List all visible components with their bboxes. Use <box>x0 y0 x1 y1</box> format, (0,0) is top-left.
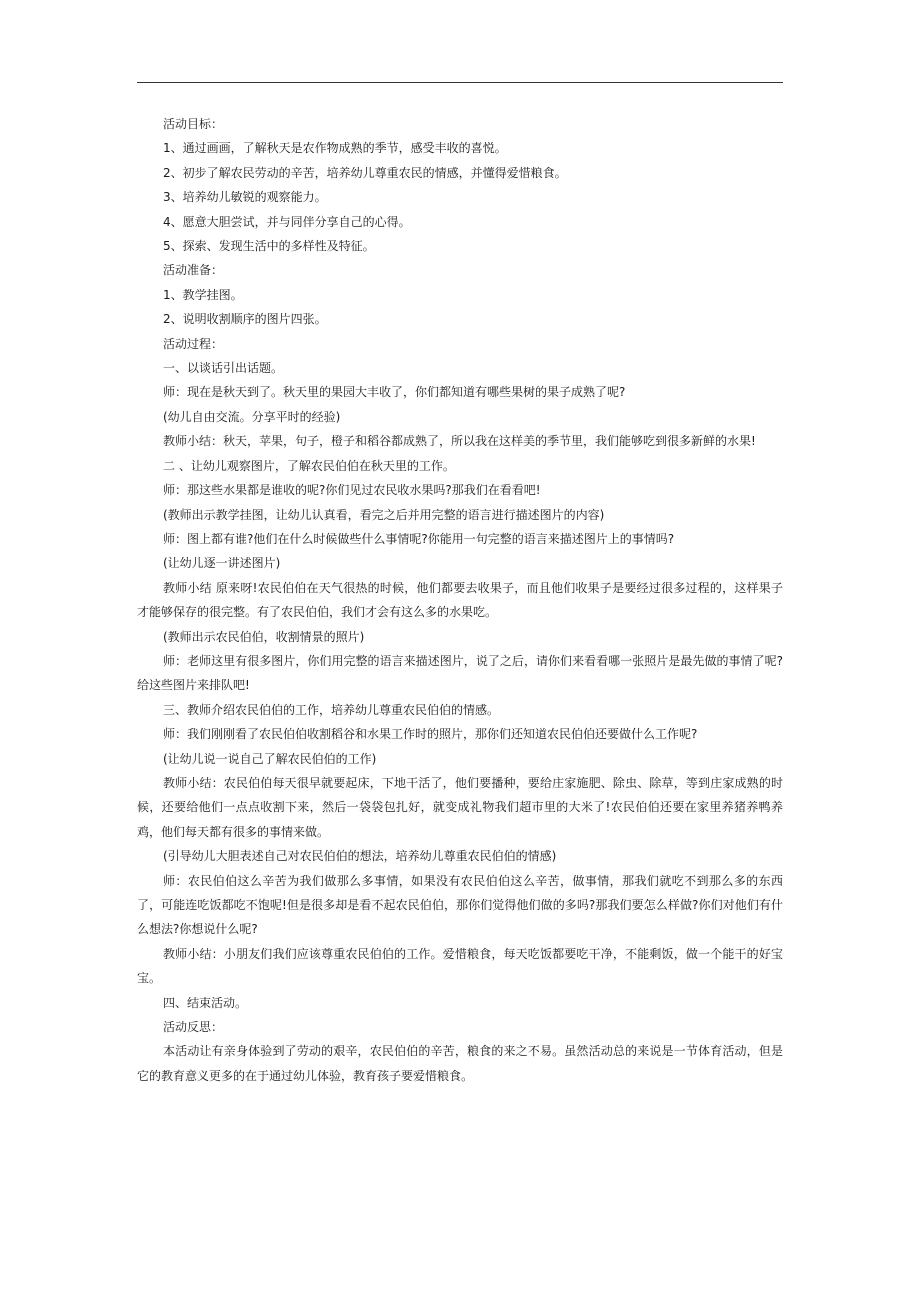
header-rule <box>137 82 783 83</box>
process-line: (幼儿自由交流。分享平时的经验) <box>163 409 341 424</box>
process-line: (教师出示教学挂图，让幼儿认真看，看完之后并用完整的语言进行描述图片的内容) <box>163 507 605 522</box>
heading-reflection: 活动反思： <box>163 1020 224 1035</box>
goal-item: 2、初步了解农民劳动的辛苦，培养幼儿尊重农民的情感，并懂得爱惜粮食。 <box>163 165 567 180</box>
preparation-item: 1、教学挂图。 <box>163 287 243 302</box>
goal-item: 1、通过画画，了解秋天是农作物成熟的季节，感受丰收的喜悦。 <box>163 141 507 156</box>
process-step-heading: 三、教师介绍农民伯伯的工作，培养幼儿尊重农民伯伯的情感。 <box>163 702 500 717</box>
preparation-item: 2、说明收割顺序的图片四张。 <box>163 312 327 327</box>
process-line: 教师小结：秋天，苹果，句子，橙子和稻谷都成熟了，所以我在这样美的季节里，我们能够吃到很多新鲜的水果! <box>163 434 756 449</box>
process-line: (让幼儿逐一讲述图片) <box>163 556 281 571</box>
process-line: (教师出示农民伯伯，收割情景的照片) <box>163 629 365 644</box>
process-step-heading: 二 、让幼儿观察图片，了解农民伯伯在秋天里的工作。 <box>163 458 455 473</box>
teacher-summary-paragraph: 教师小结：小朋友们我们应该尊重农民伯伯的工作。爱惜粮食，每天吃饭都要吃干净，不能剩饭，做一个能干的好宝宝。 <box>137 946 783 986</box>
process-line: (引导幼儿大胆表述自己对农民伯伯的想法，培养幼儿尊重农民伯伯的情感) <box>163 849 557 864</box>
process-line: 师：我们刚刚看了农民伯伯收割稻谷和水果工作时的照片，那你们还知道农民伯伯还要做什么工作呢? <box>163 727 698 742</box>
process-line: (让幼儿说一说自己了解农民伯伯的工作) <box>163 751 377 766</box>
process-step-heading: 四、结束活动。 <box>163 995 248 1010</box>
heading-preparation: 活动准备： <box>163 263 224 278</box>
document-body <box>137 112 783 1088</box>
heading-goals: 活动目标： <box>163 117 224 131</box>
process-line: 师：那这些水果都是谁收的呢?你们见过农民收水果吗?那我们在看看吧! <box>163 483 541 498</box>
process-line: 师：现在是秋天到了。秋天里的果园大丰收了，你们都知道有哪些果树的果子成熟了呢? <box>163 385 626 400</box>
goal-item: 5、探索、发现生活中的多样性及特征。 <box>163 239 375 254</box>
teacher-summary-paragraph: 教师小结 原来呀!农民伯伯在天气很热的时候，他们都要去收果子，而且他们收果子是要经过很多过程的，这样果子才能够保存的很完整。有了农民伯伯，我们才会有这么多的水果吃。 <box>137 580 783 620</box>
goal-item: 4、愿意大胆尝试，并与同伴分享自己的心得。 <box>163 214 411 229</box>
reflection-paragraph: 本活动让有亲身体验到了劳动的艰辛，农民伯伯的辛苦，粮食的来之不易。虽然活动总的来说是一节体育活动，但是它的教育意义更多的在于通过幼儿体验，教育孩子要爱惜粮食。 <box>137 1044 783 1083</box>
process-line: 师：图上都有谁?他们在什么时候做些什么事情呢?你能用一句完整的语言来描述图片上的事情吗? <box>163 531 675 546</box>
teacher-question-paragraph: 师：老师这里有很多图片，你们用完整的语言来描述图片，说了之后，请你们来看看哪一张照片是最先做的事情了呢?给这些图片来排队吧! <box>137 653 783 693</box>
teacher-summary-paragraph: 教师小结：农民伯伯每天很早就要起床，下地干活了，他们要播种，要给庄家施肥、除虫、除草，等到庄家成熟的时候，还要给他们一点点收割下来，然后一袋袋包扎好，就变成礼物我们超市里的大米了!农民伯伯还要在家里养猪养鸭养鸡，他们每天都有很多的事情来做。 <box>137 775 783 839</box>
teacher-question-paragraph: 师：农民伯伯这么辛苦为我们做那么多事情，如果没有农民伯伯这么辛苦，做事情，那我们就吃不到那么多的东西了，可能连吃饭都吃不饱呢!但是很多却是看不起农民伯伯，那你们觉得他们做的多吗?那我们要怎么样做?你们对他们有什么想法?你想说什么呢? <box>137 873 783 937</box>
goal-item: 3、培养幼儿敏锐的观察能力。 <box>163 190 327 205</box>
heading-process: 活动过程： <box>163 336 224 351</box>
process-step-heading: 一、以谈话引出话题。 <box>163 361 284 376</box>
